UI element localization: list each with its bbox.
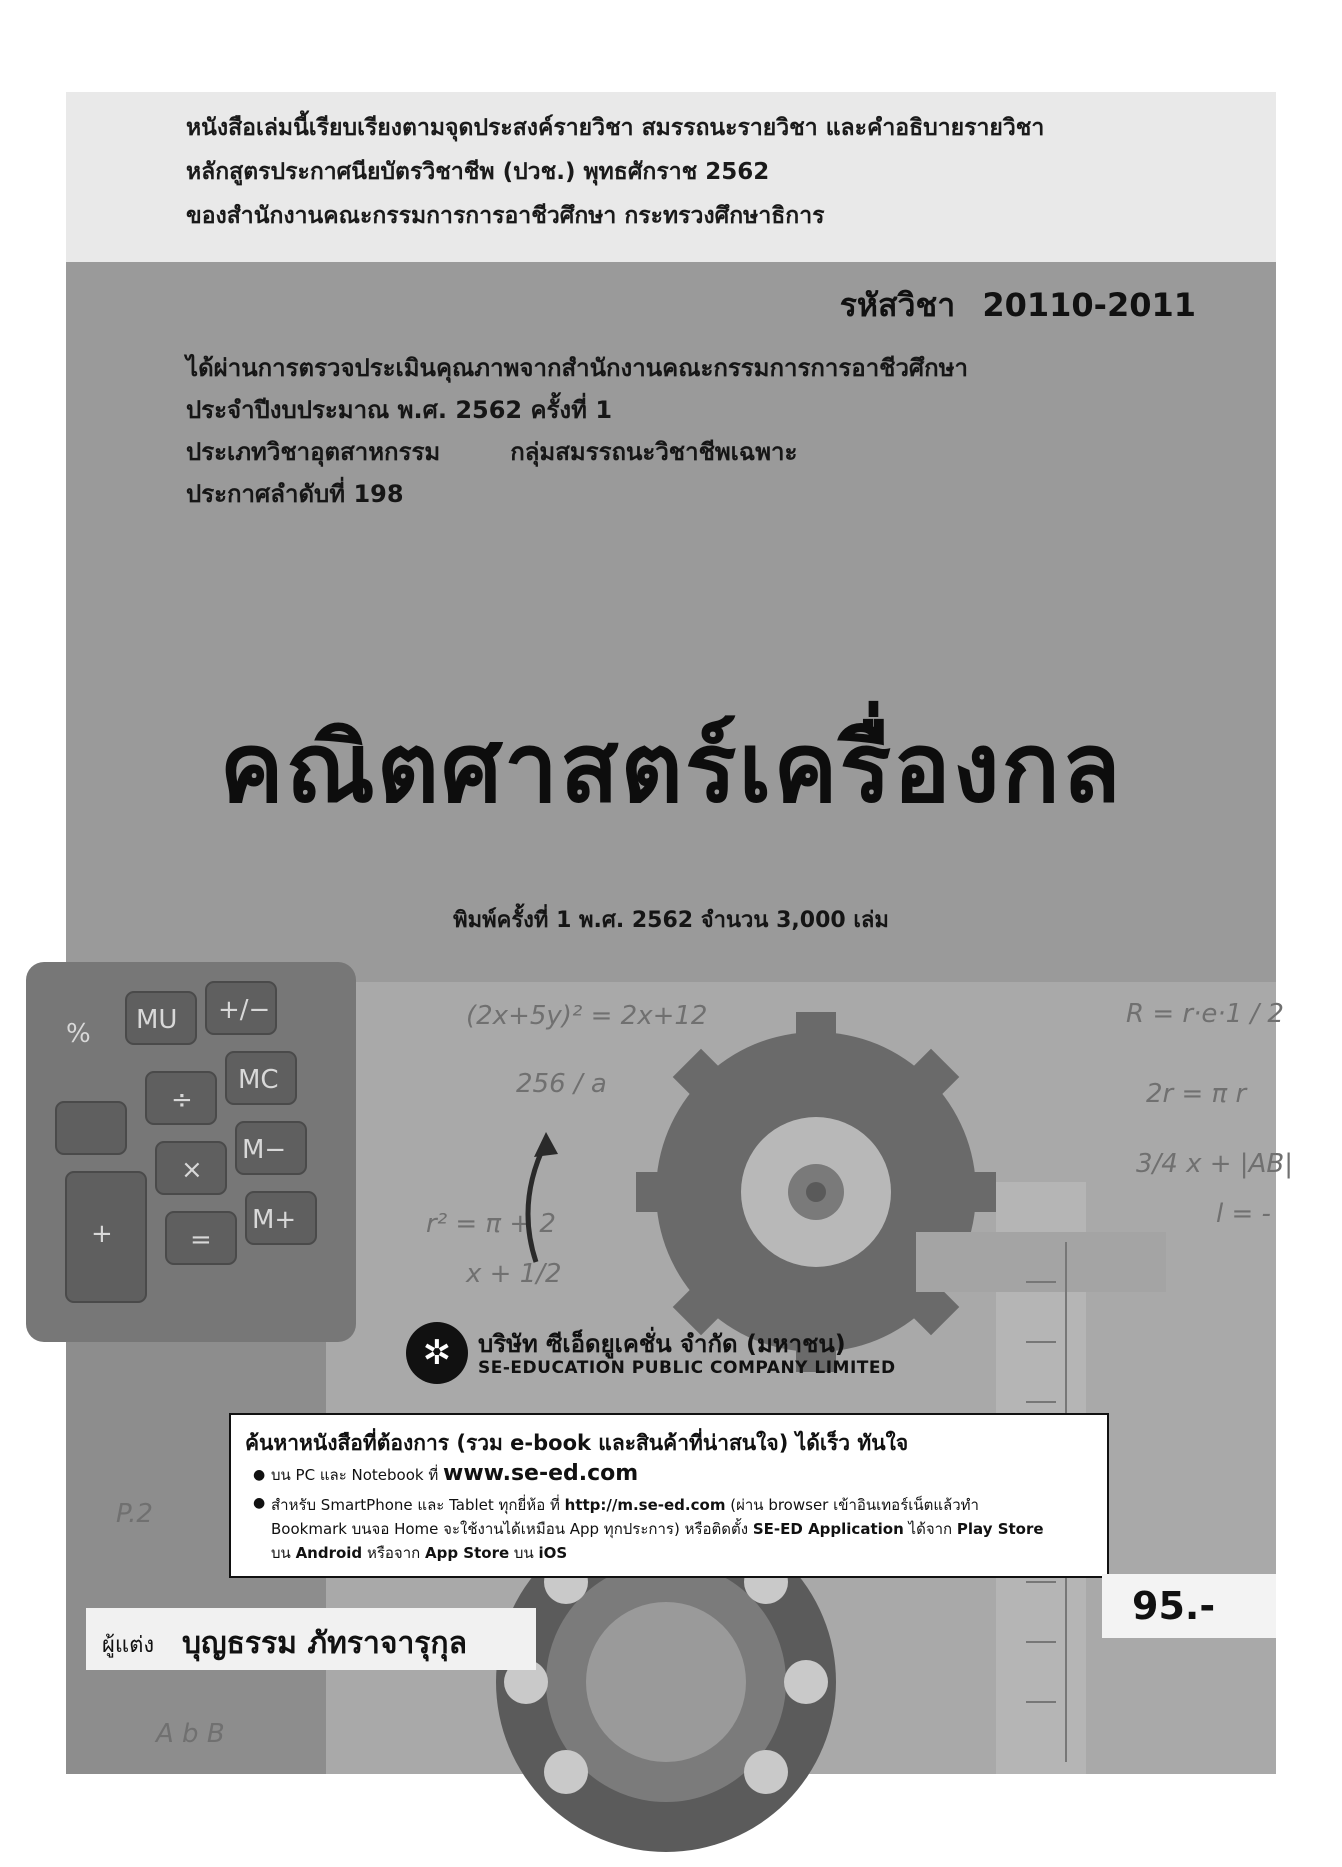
formula-3: R = r·e·1 / 2 — [1126, 999, 1284, 1029]
formula-10: A b B — [156, 1719, 225, 1749]
header-band — [66, 92, 1276, 262]
search-line-4: บน Android หรือจาก App Store บน iOS — [271, 1544, 568, 1562]
formula-5: 256 / a — [516, 1069, 607, 1099]
key-divide: ÷ — [171, 1085, 193, 1115]
formula-8: x + 1/2 — [466, 1259, 562, 1289]
search-line-3: Bookmark บนจอ Home จะใช้งานได้เหมือน App ทุกประการ) หรือติดตั้ง SE-ED Application ได้จาก Play Store — [271, 1520, 1044, 1538]
gear — [636, 1012, 996, 1372]
se-ed-logo-icon: ✲ — [406, 1322, 468, 1384]
category: ประเภทวิชาอุตสาหกรรม — [186, 438, 441, 466]
key-times: × — [181, 1155, 203, 1185]
key-plusminus: +/− — [218, 995, 271, 1025]
announcement: ประกาศลำดับที่ 198 — [186, 480, 404, 508]
header-line-3: ของสำนักงานคณะกรรมการการอาชีวศึกษา กระทรวงศึกษาธิการ — [186, 203, 825, 229]
header-line-2: หลักสูตรประกาศนียบัตรวิชาชีพ (ปวช.) พุทธศักราช 2562 — [186, 159, 770, 185]
key-mminus: M− — [242, 1135, 287, 1165]
book-title: คณิตศาสตร์เครื่องกล — [219, 712, 1123, 824]
category-line — [186, 432, 797, 471]
print-info: พิมพ์ครั้งที่ 1 พ.ศ. 2562 จำนวน 3,000 เล่ม — [453, 908, 889, 933]
course-code — [840, 280, 1196, 331]
key-mu: MU — [136, 1005, 178, 1035]
competency-group: กลุ่มสมรรถนะวิชาชีพเฉพาะ — [510, 438, 798, 466]
course-code-value: 20110-2011 — [982, 286, 1196, 324]
key-equals: = — [190, 1225, 212, 1255]
cover-photo — [66, 982, 1293, 1774]
calculator — [26, 962, 356, 1342]
mobile-site-link[interactable]: http://m.se-ed.com — [564, 1496, 726, 1514]
publisher-name-th: บริษัท ซีเอ็ดยูเคชั่น จำกัด (มหาชน) — [478, 1330, 846, 1358]
bullet-icon: ● — [253, 1495, 266, 1511]
price-tag — [1102, 1574, 1276, 1638]
search-info-box — [229, 1413, 1109, 1578]
formula-4: 3/4 x + |AB| — [1136, 1149, 1293, 1179]
key-plus: + — [91, 1219, 113, 1249]
evaluation-line-2: ประจำปีงบประมาณ พ.ศ. 2562 ครั้งที่ 1 — [186, 396, 613, 424]
formula-1: (2x+5y)² = 2x+12 — [466, 1001, 708, 1031]
formula-2: 2r = π r — [1146, 1079, 1247, 1109]
formula-7: l = - — [1216, 1199, 1271, 1229]
search-heading: ค้นหาหนังสือที่ต้องการ (รวม e-book และสินค้าที่น่าสนใจ) ได้เร็ว ทันใจ — [245, 1431, 909, 1455]
evaluation-line-1: ได้ผ่านการตรวจประเมินคุณภาพจากสำนักงานคณะกรรมการการอาชีวศึกษา — [186, 354, 968, 382]
website-link[interactable]: www.se-ed.com — [443, 1461, 639, 1486]
author-name: บุญธรรม ภัทราจารุกุล — [182, 1626, 467, 1661]
key-percent: % — [66, 1019, 91, 1049]
key-mplus: M+ — [252, 1205, 297, 1235]
course-code-label: รหัสวิชา — [839, 286, 956, 324]
formula-9: P.2 — [116, 1499, 153, 1529]
author-label: ผู้แต่ง — [102, 1633, 155, 1658]
author-box — [86, 1608, 536, 1670]
header-line-1: หนังสือเล่มนี้เรียบเรียงตามจุดประสงค์รายวิชา สมรรถนะรายวิชา และคำอธิบายรายวิชา — [186, 115, 1045, 141]
search-bullet-2: สำหรับ SmartPhone และ Tablet ทุกยี่ห้อ ที่ http://m.se-ed.com (ผ่าน browser เข้าอินเทอร์เน็ตแล้วทำ — [271, 1496, 979, 1514]
search-bullet-1: บน PC และ Notebook ที่ www.se-ed.com — [271, 1461, 639, 1486]
book-cover — [66, 92, 1293, 1774]
bullet-icon: ● — [253, 1467, 266, 1483]
publisher-name-en: SE-EDUCATION PUBLIC COMPANY LIMITED — [478, 1358, 896, 1378]
key-mc: MC — [238, 1065, 279, 1095]
title-panel — [66, 262, 1276, 982]
price: 95.- — [1132, 1584, 1216, 1628]
formula-6: r² = π + 2 — [426, 1209, 556, 1239]
